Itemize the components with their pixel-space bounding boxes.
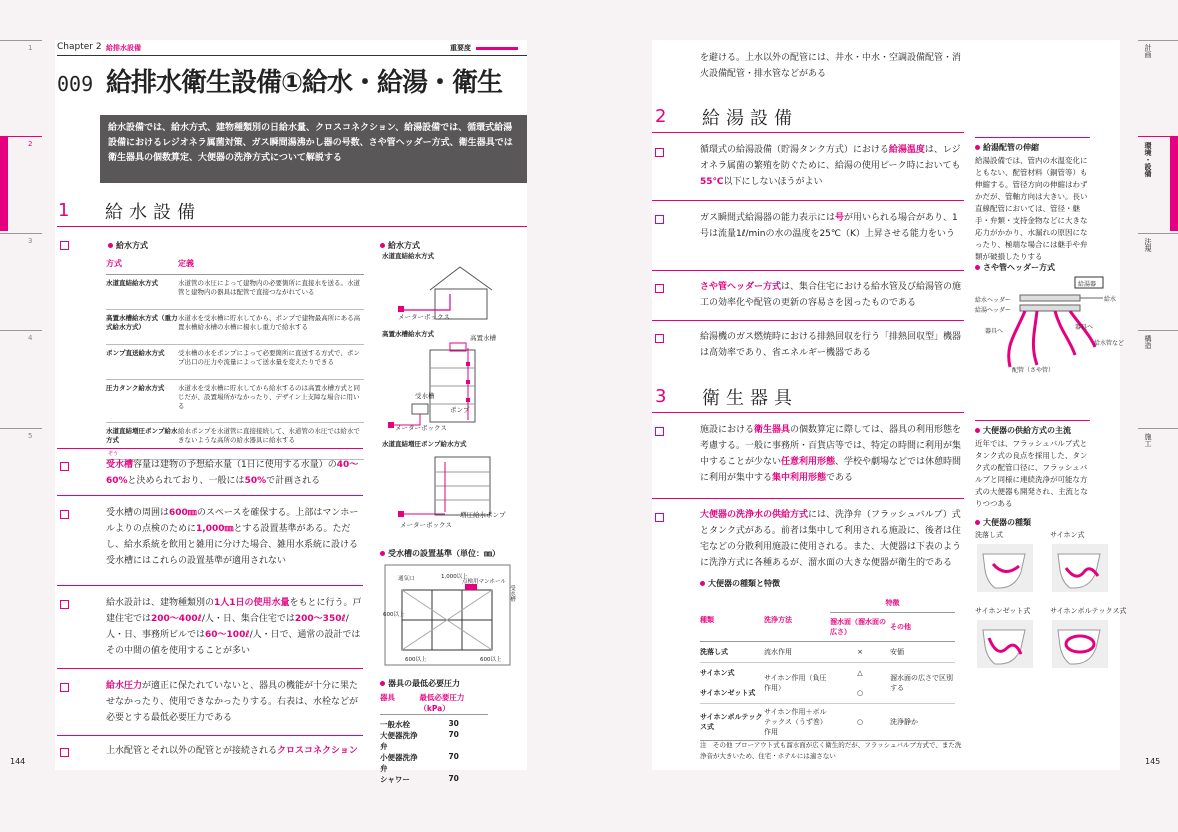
table-row-def: 水道水を受水槽に貯水してから、ポンプで建物最高所にある高置水槽給水槽の水槽に揚水し重力で給水する — [178, 314, 361, 331]
t2-row-type: サイホン式 — [700, 669, 735, 677]
fig4-label-600b: 600以上 — [405, 657, 427, 663]
para-flush-method: 大便器の洗浄水の供給方式には、洗浄弁（フラッシュバルブ）式とタンク式がある。前者は集中して利用される施設に、後者は住宅などの分散利用施設に使用される。また、大便器は下表のように洗浄方式に各種あるが、溜水面の大きな便器が衛生的である — [700, 510, 962, 568]
pres-row-name: 大便器洗浄弁 — [380, 731, 418, 751]
checkbox-p2[interactable] — [60, 510, 69, 519]
page-title: 給排水衛生設備①給水・給湯・衛生 — [106, 68, 503, 98]
para-sleeve-header: さや管ヘッダー方式は、集合住宅における給水管及び給湯管の施工の効率化や配管の更新の容易さを図ったものである — [700, 282, 962, 308]
checkbox-q3[interactable] — [655, 284, 664, 293]
toilet-table — [700, 598, 955, 741]
tab-rule-3 — [1138, 233, 1178, 234]
tab-law[interactable]: 法規 — [1144, 238, 1152, 252]
table-row-name: 水道直結増圧ポンプ給水方式 — [106, 427, 178, 444]
rule-p2 — [57, 495, 363, 496]
checkbox-p5[interactable] — [60, 748, 69, 757]
t2-row-type: サイホンボルテックス式 — [700, 713, 763, 731]
t2-head-method: 洗浄方法 — [764, 598, 830, 642]
side-num-5: 5 — [28, 432, 33, 440]
side2-label-pipes: 給水管など — [1094, 340, 1125, 347]
toilet-image-siphon — [1050, 542, 1110, 594]
supply-table — [106, 258, 364, 460]
para-water-pressure: 給水圧力が適正に保たれていないと、器具の機能が十分に果たせなかったり、使用できなかったりする。右表は、水栓などが必要とする最低必要圧力である — [106, 681, 359, 723]
tab-rule-5 — [1138, 428, 1178, 429]
section-number: 009 — [57, 72, 94, 96]
rule-q4 — [652, 320, 964, 321]
table-row-name: ポンプ直送給水方式 — [106, 349, 165, 357]
ruby-text: ぞう — [108, 451, 119, 457]
t2-head-type: 種類 — [700, 598, 764, 642]
side2-label-hot-header: 給湯ヘッダー — [975, 307, 1012, 314]
table-row-name: 水道直結給水方式 — [106, 279, 158, 287]
t2-head-surface: 溜水面（溜水面の広さ） — [830, 618, 886, 636]
checkbox-q1[interactable] — [655, 148, 664, 157]
checkbox-q6[interactable] — [655, 513, 664, 522]
table-row-name: 圧力タンク給水方式 — [106, 384, 165, 392]
category-label: 給排水設備 — [106, 44, 141, 52]
tab-structure[interactable]: 構造 — [1144, 335, 1152, 349]
t2-row-method: サイホン作用＋ボルテックス（うず巻）作用 — [764, 708, 827, 736]
side3-rule — [975, 420, 1090, 421]
label-pump: ポンプ — [450, 406, 470, 414]
page-number-left: 144 — [10, 757, 26, 766]
tab-active-marker — [1170, 136, 1178, 231]
side2-title: さや管ヘッダー方式 — [975, 262, 1055, 273]
pres-row-name: 小便器洗浄弁 — [380, 753, 418, 773]
fig-elevated-tank — [380, 340, 525, 435]
sec2-title: 給湯設備 — [702, 108, 798, 129]
para-cross-connection: 上水配管とそれ以外の配管とが接続されるクロスコネクション — [106, 746, 358, 756]
t2-head-other: その他 — [890, 623, 911, 631]
para-gas-heater: ガス瞬間式給湯器の能力表示には号が用いられる場合があり、1号は流量1ℓ/minの水の温度を25℃（K）上昇させる能力をいう — [700, 213, 958, 239]
table-row-def: 水道水を受水槽に貯水してから給水するのは高置水槽方式と同じだが、設置場所がなかったり、デザイン上支障な場合に用いる — [178, 384, 360, 410]
tab-rule-1 — [1138, 40, 1178, 41]
importance-label: 重要度 — [450, 44, 471, 52]
checkbox-q5[interactable] — [655, 427, 664, 436]
pres-head-fixture: 器具 — [380, 693, 395, 702]
pres-row-value: 70 — [448, 752, 459, 761]
rule-p4 — [57, 668, 363, 669]
side1-rule — [975, 137, 1090, 138]
fig4-label-600a: 600以上 — [383, 612, 405, 618]
para-heat-recovery: 給湯機のガス燃焼時における排熱回収を行う「排熱回収型」機器は高効率であり、省エネルギー機器である — [700, 332, 962, 358]
tab-rule-4 — [1138, 330, 1178, 331]
t2-row-type: 洗落し式 — [700, 648, 728, 656]
fig4-label-1000: 1,000以上 — [441, 574, 468, 580]
rule-p1 — [57, 448, 363, 449]
table-row-def: 受水槽の水をポンプによって必要箇所に直送する方式で、ポンプ出口の圧力や流量によって送水量を変えたりできる — [178, 349, 360, 366]
label-booster-pump: 増圧給水ポンプ — [460, 511, 506, 519]
toilet-label-4: サイホンボルテックス式 — [1050, 607, 1127, 615]
side-rule-4 — [0, 330, 42, 331]
rule-q3 — [652, 270, 964, 271]
side3-text: 近年では、フラッシュバルブ式とタンク式の良点を採用した、タンク式の配管口径に、フラッシュバルブと同様に連続洗浄が可能な方式の大便器も開発され、主流となりつつある — [975, 439, 1088, 508]
side2-label-supply: 給水 — [1104, 296, 1117, 303]
fig-sleeve-header — [975, 275, 1120, 375]
sec3-title: 衛生器具 — [702, 388, 798, 409]
tab-rule-2 — [1138, 136, 1178, 137]
t2-row-surface: × — [857, 648, 863, 656]
fig4-label-vent: 通気口 — [398, 576, 415, 582]
tab-environment[interactable]: 環境・設備 — [1144, 142, 1152, 177]
importance-bar — [476, 47, 518, 50]
side3-title: 大便器の供給方式の主流 — [975, 425, 1071, 436]
pres-row-value: 70 — [448, 730, 459, 739]
side4-title: 大便器の種類 — [975, 517, 1031, 528]
toilet-image-siphon-jet — [975, 618, 1035, 670]
side1-text: 給湯設備では、管内の水温変化にともない、配管材料（銅管等）も伸縮する。管径方向の伸縮はわずかだが、管軸方向は大きい。長い直線配管においては、管径・継手・弁類・支持金物などに大きな応力がかかり、水漏れの原因になったり、極端な場合には継手や弁類が破損したりする — [975, 156, 1088, 261]
header-rule — [57, 55, 527, 56]
tab-construction[interactable]: 施工 — [1144, 433, 1152, 447]
checkbox-table[interactable] — [60, 241, 69, 250]
t2-row-other: 安価 — [890, 648, 904, 656]
lead-text: 給水設備では、給水方式、建物種類別の日給水量、クロスコネクション、給湯設備では、循環式給湯設備におけるレジオネラ属菌対策、ガス瞬間湯沸かし器の号数、さや管ヘッダー方式、衛生器具では衛生器具の個数算定、大便器の洗浄方式について解説する — [108, 123, 513, 163]
rule-p3 — [57, 585, 363, 586]
side2-label-to-fixture-a: 器具へ — [985, 328, 1004, 335]
side2-label-cold-header: 給水ヘッダー — [975, 297, 1012, 304]
para-fixture-count: 施設における衛生器具の個数算定に際しては、器具の利用形態を考慮する。一般に事務所・百貨店等では、特定の時間に利用が集中することが少ない任意利用形態、学校や劇場などでは休憩時間に利用が集中する集中利用形態である — [700, 425, 962, 483]
rule-p5 — [57, 735, 363, 736]
t2-row-surface: ○ — [856, 689, 864, 697]
table-head-def: 定義 — [178, 259, 194, 268]
table-row-def: 水道管の水圧によって建物内の必要箇所に直接水を送る。水道管と建物内の器具は配管で直接つながれている — [178, 279, 360, 296]
t2-row-other: 溜水面の広さで区別する — [890, 674, 953, 692]
para-continued: を避ける。上水以外の配管には、井水・中水・空調設備配管・消火設備配管・排水管などがある — [700, 53, 962, 79]
side-num-1: 1 — [28, 44, 33, 52]
fig4-title: 受水槽の設置基準（単位：㎜） — [380, 548, 500, 559]
sec2-rule — [652, 132, 964, 133]
sec2-number: 2 — [655, 106, 667, 127]
lead-box — [100, 115, 527, 183]
side-tab-active — [0, 136, 8, 231]
pres-head-value: 最低必要圧力（kPa） — [419, 693, 465, 713]
t2-head-feature: 特徴 — [830, 598, 955, 613]
side2-label-to-fixture-b: 器具へ — [1075, 324, 1094, 331]
pressure-title: 器具の最低必要圧力 — [380, 678, 460, 689]
t2-row-surface: ○ — [856, 718, 864, 726]
fig1-title: 給水方式 — [380, 240, 420, 251]
t2-row-method: サイホン作用（負圧作用） — [764, 674, 827, 692]
pres-row-value: 70 — [448, 774, 459, 783]
side-rule-2 — [0, 136, 42, 137]
side1-title: 給湯配管の伸縮 — [975, 142, 1039, 153]
sec1-title: 給水設備 — [105, 202, 201, 223]
fig1-subtitle: 水道直結給水方式 — [382, 252, 434, 260]
label-meter-box-3: メーターボックス — [400, 521, 452, 529]
side-num-4: 4 — [28, 334, 33, 342]
toilet-image-siphon-vortex — [1050, 618, 1110, 670]
checkbox-q2[interactable] — [655, 215, 664, 224]
side2-label-sleeve: 配管（さや管） — [1012, 367, 1055, 374]
pressure-table — [380, 692, 488, 785]
sec1-rule — [57, 226, 527, 227]
rule-q2 — [652, 200, 964, 201]
toilet-label-3: サイホンゼット式 — [975, 607, 1031, 615]
pres-row-name: 一般水栓 — [380, 720, 410, 729]
chapter-label: Chapter 2 — [57, 42, 102, 52]
sec3-number: 3 — [655, 386, 667, 407]
checkbox-p1[interactable] — [60, 462, 69, 471]
para-hot-water-temp: 循環式の給湯設備（貯湯タンク方式）における給湯温度は、レジオネラ属菌の繁殖を防ぐために、給湯の使用ピーク時においても55℃以下にしないほうがよい — [700, 145, 961, 187]
label-meter-box-2: メーターボックス — [395, 424, 447, 432]
t2-row-method: 流水作用 — [764, 648, 792, 656]
t2-row-surface: △ — [857, 669, 863, 677]
label-recv-tank: 受水槽 — [415, 392, 435, 400]
checkbox-p3[interactable] — [60, 600, 69, 609]
rule-q6 — [652, 498, 964, 499]
fig4-label-tank: 受水槽 — [509, 585, 515, 602]
sec1-number: 1 — [58, 200, 70, 221]
table-row-name: 高置水槽給水方式（重力式給水方式） — [106, 314, 178, 331]
t2-title: 大便器の種類と特徴 — [700, 578, 780, 589]
side-num-3: 3 — [28, 237, 33, 245]
label-meter-box: メーターボックス — [398, 313, 450, 321]
fig2-subtitle: 高置水槽給水方式 — [382, 330, 434, 338]
fig3-subtitle: 水道直結増圧ポンプ給水方式 — [382, 440, 467, 448]
checkbox-p4[interactable] — [60, 683, 69, 692]
side-rule-5 — [0, 428, 42, 429]
side2-label-heater: 給湯器 — [1078, 281, 1097, 288]
pres-row-name: シャワー — [380, 775, 410, 784]
side-rule-1 — [0, 40, 42, 41]
t2-note: 注 その他 ブローアウト式も溜水面が広く衛生的だが、フラッシュバルブ方式で、また洗浄音が大きいため、住宅・ホテルには適さない — [700, 741, 962, 760]
pres-row-value: 30 — [448, 719, 459, 728]
table-title: 給水方式 — [108, 240, 148, 251]
para-water-usage: 給水設計は、建物種類別の1人1日の使用水量をもとに行う。戸建住宅では200～400ℓ/人・日、集合住宅では200～350ℓ/人・日、事務所ビルでは60～100ℓ/人・日で、通常の設計ではその中間の値を使用することが多い — [106, 598, 362, 656]
sec3-rule — [652, 412, 964, 413]
toilet-label-1: 洗落し式 — [975, 531, 1003, 539]
tab-planning[interactable]: 計画 — [1144, 44, 1152, 58]
table-row-def: 給水ポンプを水道管に直接接続して、水道管の水圧では給水できないような高所の給水器具に給水する — [178, 427, 360, 444]
label-high-tank: 高置水槽 — [470, 334, 496, 342]
checkbox-q4[interactable] — [655, 334, 664, 343]
para-tank-capacity: 受水槽容量は建物の予想給水量（1日に使用する水量）の40～60%と決められており、一般には50%で計画される — [106, 460, 359, 486]
t2-row-other: 洗浄静か — [890, 718, 918, 726]
fig4-label-600c: 600以上 — [480, 657, 502, 663]
side-num-2: 2 — [28, 140, 33, 148]
fig4-label-manhole: 点検用マンホール — [462, 579, 506, 585]
para-tank-space: 受水槽の周囲は600㎜のスペースを確保する。上部はマンホールよりの点検のために1,000㎜とする設置基準がある。ただし、給水系統を飲用と雑用に分けた場合、雑用水系統に設ける受水槽にはこれらの設置基準が適用されない — [106, 508, 359, 566]
t2-row-type: サイホンゼット式 — [700, 689, 756, 697]
table-head-method: 方式 — [106, 259, 122, 268]
toilet-label-2: サイホン式 — [1050, 531, 1085, 539]
toilet-image-washdown — [975, 542, 1035, 594]
page-number-right: 145 — [1145, 757, 1161, 766]
side-rule-3 — [0, 233, 42, 234]
